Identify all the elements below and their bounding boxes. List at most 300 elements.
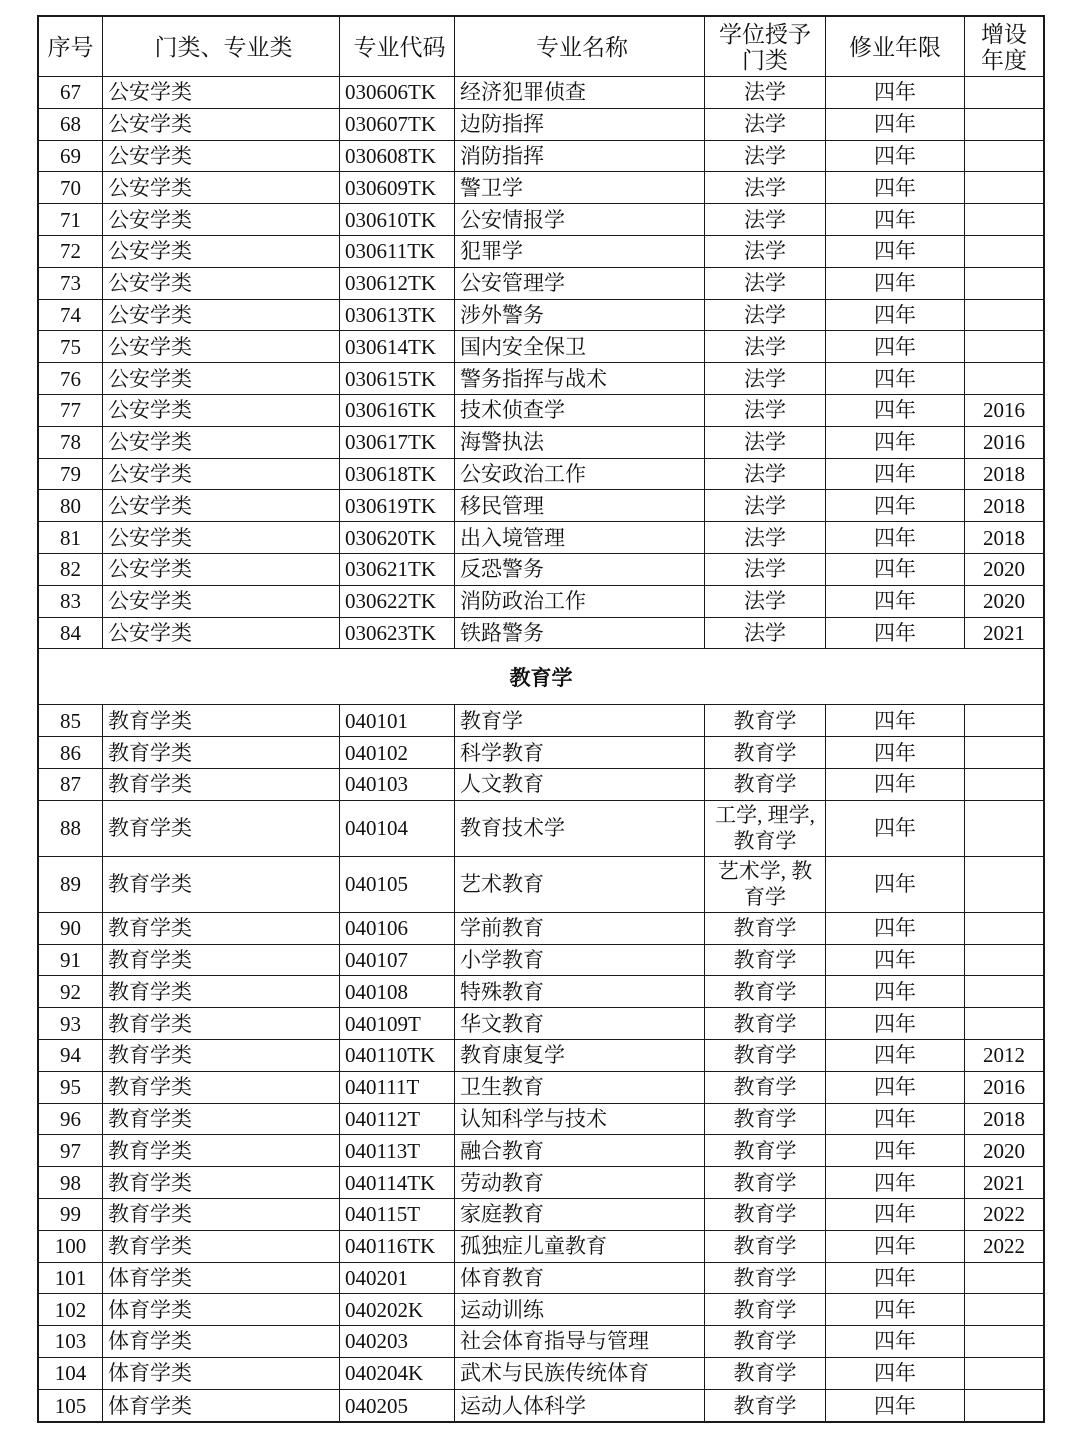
cell-degree: 法学: [705, 427, 826, 458]
cell-degree: 教育学: [705, 1231, 826, 1262]
cell-duration: 四年: [826, 586, 965, 617]
cell-no: 103: [39, 1326, 103, 1357]
cell-category: 教育学类: [103, 769, 340, 800]
cell-category: 教育学类: [103, 1104, 340, 1135]
cell-name: 运动人体科学: [455, 1390, 705, 1422]
table-row: [39, 172, 1043, 204]
section-title: 教育学: [509, 666, 573, 690]
cell-no: 97: [39, 1135, 103, 1166]
cell-year: [965, 857, 1043, 912]
cell-name: 学前教育: [455, 913, 705, 944]
cell-code: 030612TK: [340, 268, 455, 299]
column-header-name: 专业名称: [455, 17, 705, 76]
cell-degree: 法学: [705, 268, 826, 299]
cell-no: 85: [39, 705, 103, 736]
section-row: [39, 649, 1043, 705]
cell-name: 国内安全保卫: [455, 331, 705, 362]
cell-name: 反恐警务: [455, 554, 705, 585]
cell-name: 警务指挥与战术: [455, 363, 705, 394]
table-row: [39, 586, 1043, 618]
cell-no: 68: [39, 109, 103, 140]
cell-degree: 法学: [705, 490, 826, 521]
cell-category: 公安学类: [103, 172, 340, 203]
cell-code: 030606TK: [340, 77, 455, 108]
cell-degree: 教育学: [705, 1358, 826, 1389]
cell-duration: 四年: [826, 427, 965, 458]
cell-degree: 教育学: [705, 1390, 826, 1422]
cell-degree: 法学: [705, 459, 826, 490]
cell-duration: 四年: [826, 945, 965, 976]
cell-no: 87: [39, 769, 103, 800]
cell-degree: 教育学: [705, 1263, 826, 1294]
table-row: [39, 268, 1043, 300]
cell-code: 030619TK: [340, 490, 455, 521]
cell-no: 67: [39, 77, 103, 108]
cell-code: 040101: [340, 705, 455, 736]
cell-no: 76: [39, 363, 103, 394]
cell-code: 040205: [340, 1390, 455, 1422]
cell-name: 教育康复学: [455, 1040, 705, 1071]
cell-year: [965, 1008, 1043, 1039]
cell-year: 2020: [983, 589, 1025, 614]
cell-category: 教育学类: [103, 1040, 340, 1071]
cell-name: 特殊教育: [455, 976, 705, 1007]
cell-no: 89: [39, 857, 103, 912]
cell-year: [965, 363, 1043, 394]
cell-year: [965, 77, 1043, 108]
cell-no: 99: [39, 1199, 103, 1230]
cell-degree: 法学: [705, 141, 826, 172]
cell-category: 公安学类: [103, 109, 340, 140]
cell-category: 公安学类: [103, 204, 340, 235]
cell-duration: 四年: [826, 268, 965, 299]
cell-degree: 教育学: [705, 1326, 826, 1357]
cell-code: 030613TK: [340, 300, 455, 331]
table-row: [39, 618, 1043, 650]
cell-no: 80: [39, 490, 103, 521]
table-row: [39, 300, 1043, 332]
cell-duration: 四年: [826, 395, 965, 426]
table-row: [39, 490, 1043, 522]
table-row: [39, 236, 1043, 268]
majors-table: [37, 15, 1045, 1423]
cell-name: 消防政治工作: [455, 586, 705, 617]
cell-year: [965, 769, 1043, 800]
cell-category: 教育学类: [103, 801, 340, 856]
cell-year: [965, 268, 1043, 299]
cell-category: 教育学类: [103, 737, 340, 768]
cell-no: 90: [39, 913, 103, 944]
cell-no: 81: [39, 522, 103, 553]
cell-duration: 四年: [826, 1199, 965, 1230]
cell-duration: 四年: [826, 1040, 965, 1071]
cell-degree: 法学: [705, 395, 826, 426]
table-row: [39, 1008, 1043, 1040]
cell-degree: 教育学: [705, 945, 826, 976]
cell-degree: 教育学: [705, 1072, 826, 1103]
cell-no: 84: [39, 618, 103, 649]
cell-degree: 法学: [705, 618, 826, 649]
cell-code: 040110TK: [340, 1040, 455, 1071]
cell-category: 公安学类: [103, 236, 340, 267]
table-row: [39, 141, 1043, 173]
table-row: [39, 1294, 1043, 1326]
cell-duration: 四年: [826, 363, 965, 394]
cell-duration: 四年: [826, 1326, 965, 1357]
cell-year: 2021: [983, 1170, 1025, 1195]
cell-name: 科学教育: [455, 737, 705, 768]
cell-year: [965, 1294, 1043, 1325]
cell-name: 孤独症儿童教育: [455, 1231, 705, 1262]
cell-category: 体育学类: [103, 1294, 340, 1325]
cell-duration: 四年: [826, 1231, 965, 1262]
table-row: [39, 363, 1043, 395]
cell-code: 040102: [340, 737, 455, 768]
cell-category: 体育学类: [103, 1263, 340, 1294]
cell-category: 公安学类: [103, 586, 340, 617]
cell-code: 040108: [340, 976, 455, 1007]
cell-code: 040113T: [340, 1135, 455, 1166]
cell-degree: 教育学: [705, 1104, 826, 1135]
cell-category: 教育学类: [103, 857, 340, 912]
cell-category: 公安学类: [103, 395, 340, 426]
cell-no: 74: [39, 300, 103, 331]
table-row: [39, 1199, 1043, 1231]
cell-code: 040116TK: [340, 1231, 455, 1262]
cell-duration: 四年: [826, 1390, 965, 1422]
cell-name: 体育教育: [455, 1263, 705, 1294]
cell-year: 2022: [983, 1234, 1025, 1259]
table-row: [39, 1358, 1043, 1390]
cell-degree: 教育学: [705, 1135, 826, 1166]
cell-code: 040107: [340, 945, 455, 976]
cell-category: 教育学类: [103, 1167, 340, 1198]
cell-no: 72: [39, 236, 103, 267]
cell-code: 030611TK: [340, 236, 455, 267]
table-body: [39, 77, 1043, 1421]
cell-duration: 四年: [826, 618, 965, 649]
cell-year: [965, 141, 1043, 172]
cell-category: 公安学类: [103, 490, 340, 521]
cell-degree: 教育学: [705, 705, 826, 736]
cell-duration: 四年: [826, 769, 965, 800]
cell-duration: 四年: [826, 737, 965, 768]
cell-duration: 四年: [826, 913, 965, 944]
cell-no: 98: [39, 1167, 103, 1198]
cell-category: 教育学类: [103, 705, 340, 736]
cell-name: 教育学: [455, 705, 705, 736]
cell-category: 公安学类: [103, 459, 340, 490]
cell-code: 040202K: [340, 1294, 455, 1325]
table-row: [39, 976, 1043, 1008]
cell-no: 96: [39, 1104, 103, 1135]
cell-duration: 四年: [826, 331, 965, 362]
cell-code: 030609TK: [340, 172, 455, 203]
cell-name: 家庭教育: [455, 1199, 705, 1230]
cell-duration: 四年: [826, 109, 965, 140]
cell-name: 公安情报学: [455, 204, 705, 235]
cell-no: 94: [39, 1040, 103, 1071]
cell-degree: 法学: [705, 300, 826, 331]
table-row: [39, 427, 1043, 459]
table-row: [39, 945, 1043, 977]
cell-category: 公安学类: [103, 363, 340, 394]
column-header-code: 专业代码: [340, 17, 455, 76]
table-row: [39, 1326, 1043, 1358]
cell-duration: 四年: [826, 522, 965, 553]
cell-year: 2020: [983, 1138, 1025, 1163]
cell-year: 2020: [983, 557, 1025, 582]
cell-name: 消防指挥: [455, 141, 705, 172]
cell-year: [965, 976, 1043, 1007]
cell-duration: 四年: [826, 77, 965, 108]
cell-name: 边防指挥: [455, 109, 705, 140]
cell-year: [965, 1263, 1043, 1294]
column-header-no: 序号: [39, 17, 103, 76]
cell-code: 030616TK: [340, 395, 455, 426]
cell-name: 技术侦查学: [455, 395, 705, 426]
table-row: [39, 1072, 1043, 1104]
cell-no: 100: [39, 1231, 103, 1262]
cell-code: 040111T: [340, 1072, 455, 1103]
table-row: [39, 204, 1043, 236]
cell-code: 030621TK: [340, 554, 455, 585]
cell-year: 2018: [983, 461, 1025, 486]
cell-code: 030620TK: [340, 522, 455, 553]
cell-category: 教育学类: [103, 913, 340, 944]
cell-category: 体育学类: [103, 1358, 340, 1389]
cell-category: 教育学类: [103, 976, 340, 1007]
cell-code: 040105: [340, 857, 455, 912]
cell-name: 社会体育指导与管理: [455, 1326, 705, 1357]
cell-category: 公安学类: [103, 268, 340, 299]
cell-year: 2012: [983, 1043, 1025, 1068]
cell-year: [965, 204, 1043, 235]
cell-no: 88: [39, 801, 103, 856]
cell-year: 2018: [983, 525, 1025, 550]
cell-year: 2018: [983, 493, 1025, 518]
cell-category: 公安学类: [103, 522, 340, 553]
cell-no: 102: [39, 1294, 103, 1325]
cell-duration: 四年: [826, 976, 965, 1007]
table-row: [39, 395, 1043, 427]
cell-degree: 艺术学, 教 育学: [705, 857, 826, 912]
cell-category: 公安学类: [103, 300, 340, 331]
cell-name: 武术与民族传统体育: [455, 1358, 705, 1389]
cell-year: [965, 1358, 1043, 1389]
table-row: [39, 77, 1043, 109]
cell-category: 教育学类: [103, 1008, 340, 1039]
cell-degree: 工学, 理学, 教育学: [705, 801, 826, 856]
cell-duration: 四年: [826, 801, 965, 856]
cell-no: 86: [39, 737, 103, 768]
cell-year: [965, 1390, 1043, 1422]
table-row: [39, 705, 1043, 737]
cell-code: 040109T: [340, 1008, 455, 1039]
cell-year: [965, 109, 1043, 140]
cell-degree: 教育学: [705, 976, 826, 1007]
cell-no: 104: [39, 1358, 103, 1389]
cell-no: 82: [39, 554, 103, 585]
cell-year: 2022: [983, 1202, 1025, 1227]
cell-no: 75: [39, 331, 103, 362]
cell-name: 警卫学: [455, 172, 705, 203]
column-header-year: 增设 年度: [981, 20, 1027, 73]
cell-code: 030615TK: [340, 363, 455, 394]
table-row: [39, 554, 1043, 586]
cell-name: 海警执法: [455, 427, 705, 458]
cell-duration: 四年: [826, 1104, 965, 1135]
cell-name: 融合教育: [455, 1135, 705, 1166]
cell-no: 70: [39, 172, 103, 203]
cell-degree: 法学: [705, 109, 826, 140]
cell-category: 公安学类: [103, 141, 340, 172]
cell-code: 030607TK: [340, 109, 455, 140]
cell-year: 2021: [983, 620, 1025, 645]
cell-year: [965, 172, 1043, 203]
cell-no: 95: [39, 1072, 103, 1103]
cell-year: [965, 705, 1043, 736]
cell-code: 040201: [340, 1263, 455, 1294]
table-header-row: [39, 17, 1043, 77]
cell-no: 101: [39, 1263, 103, 1294]
cell-name: 艺术教育: [455, 857, 705, 912]
cell-degree: 法学: [705, 586, 826, 617]
column-header-duration: 修业年限: [826, 17, 965, 76]
cell-degree: 教育学: [705, 737, 826, 768]
table-row: [39, 1263, 1043, 1295]
cell-duration: 四年: [826, 554, 965, 585]
cell-name: 运动训练: [455, 1294, 705, 1325]
cell-name: 卫生教育: [455, 1072, 705, 1103]
cell-no: 69: [39, 141, 103, 172]
cell-no: 71: [39, 204, 103, 235]
cell-duration: 四年: [826, 236, 965, 267]
cell-duration: 四年: [826, 705, 965, 736]
cell-code: 040104: [340, 801, 455, 856]
cell-duration: 四年: [826, 1072, 965, 1103]
cell-name: 经济犯罪侦查: [455, 77, 705, 108]
column-header-degree: 学位授予 门类: [705, 17, 826, 76]
cell-no: 77: [39, 395, 103, 426]
cell-name: 涉外警务: [455, 300, 705, 331]
cell-degree: 法学: [705, 554, 826, 585]
cell-duration: 四年: [826, 204, 965, 235]
cell-category: 教育学类: [103, 1231, 340, 1262]
table-row: [39, 1040, 1043, 1072]
cell-category: 公安学类: [103, 331, 340, 362]
cell-no: 73: [39, 268, 103, 299]
cell-code: 030623TK: [340, 618, 455, 649]
cell-code: 040106: [340, 913, 455, 944]
table-row: [39, 522, 1043, 554]
cell-year: [965, 1326, 1043, 1357]
table-row: [39, 331, 1043, 363]
cell-category: 教育学类: [103, 1135, 340, 1166]
cell-duration: 四年: [826, 172, 965, 203]
cell-category: 教育学类: [103, 1072, 340, 1103]
column-header-category: 门类、专业类: [103, 17, 340, 76]
cell-year: [965, 913, 1043, 944]
cell-duration: 四年: [826, 1358, 965, 1389]
cell-name: 出入境管理: [455, 522, 705, 553]
cell-duration: 四年: [826, 1263, 965, 1294]
cell-year: 2018: [983, 1106, 1025, 1131]
cell-year: 2016: [983, 1075, 1025, 1100]
cell-code: 040115T: [340, 1199, 455, 1230]
table-row: [39, 769, 1043, 801]
table-row: [39, 801, 1043, 857]
cell-year: [965, 737, 1043, 768]
cell-year: [965, 331, 1043, 362]
cell-category: 教育学类: [103, 1199, 340, 1230]
cell-name: 犯罪学: [455, 236, 705, 267]
cell-duration: 四年: [826, 300, 965, 331]
cell-category: 公安学类: [103, 618, 340, 649]
cell-degree: 教育学: [705, 769, 826, 800]
cell-category: 教育学类: [103, 945, 340, 976]
cell-year: 2016: [983, 398, 1025, 423]
cell-degree: 法学: [705, 331, 826, 362]
table-row: [39, 1390, 1043, 1422]
table-row: [39, 857, 1043, 913]
cell-degree: 教育学: [705, 913, 826, 944]
cell-duration: 四年: [826, 490, 965, 521]
cell-name: 移民管理: [455, 490, 705, 521]
cell-degree: 法学: [705, 77, 826, 108]
cell-no: 78: [39, 427, 103, 458]
cell-duration: 四年: [826, 1135, 965, 1166]
cell-code: 040204K: [340, 1358, 455, 1389]
cell-year: 2016: [983, 430, 1025, 455]
cell-no: 105: [39, 1390, 103, 1422]
cell-no: 91: [39, 945, 103, 976]
cell-degree: 教育学: [705, 1167, 826, 1198]
cell-category: 公安学类: [103, 77, 340, 108]
cell-code: 030610TK: [340, 204, 455, 235]
cell-no: 79: [39, 459, 103, 490]
cell-year: [965, 236, 1043, 267]
cell-degree: 法学: [705, 204, 826, 235]
cell-code: 040103: [340, 769, 455, 800]
cell-name: 教育技术学: [455, 801, 705, 856]
cell-code: 030618TK: [340, 459, 455, 490]
table-row: [39, 1104, 1043, 1136]
cell-category: 体育学类: [103, 1390, 340, 1422]
cell-degree: 教育学: [705, 1008, 826, 1039]
cell-code: 040112T: [340, 1104, 455, 1135]
cell-year: [965, 801, 1043, 856]
cell-duration: 四年: [826, 141, 965, 172]
cell-duration: 四年: [826, 1167, 965, 1198]
cell-degree: 教育学: [705, 1294, 826, 1325]
cell-code: 030614TK: [340, 331, 455, 362]
cell-category: 公安学类: [103, 554, 340, 585]
cell-no: 93: [39, 1008, 103, 1039]
cell-category: 公安学类: [103, 427, 340, 458]
cell-name: 公安政治工作: [455, 459, 705, 490]
table-row: [39, 913, 1043, 945]
cell-degree: 法学: [705, 522, 826, 553]
cell-name: 铁路警务: [455, 618, 705, 649]
cell-category: 体育学类: [103, 1326, 340, 1357]
cell-name: 认知科学与技术: [455, 1104, 705, 1135]
cell-no: 83: [39, 586, 103, 617]
cell-code: 030622TK: [340, 586, 455, 617]
cell-duration: 四年: [826, 459, 965, 490]
cell-code: 030617TK: [340, 427, 455, 458]
cell-duration: 四年: [826, 1294, 965, 1325]
